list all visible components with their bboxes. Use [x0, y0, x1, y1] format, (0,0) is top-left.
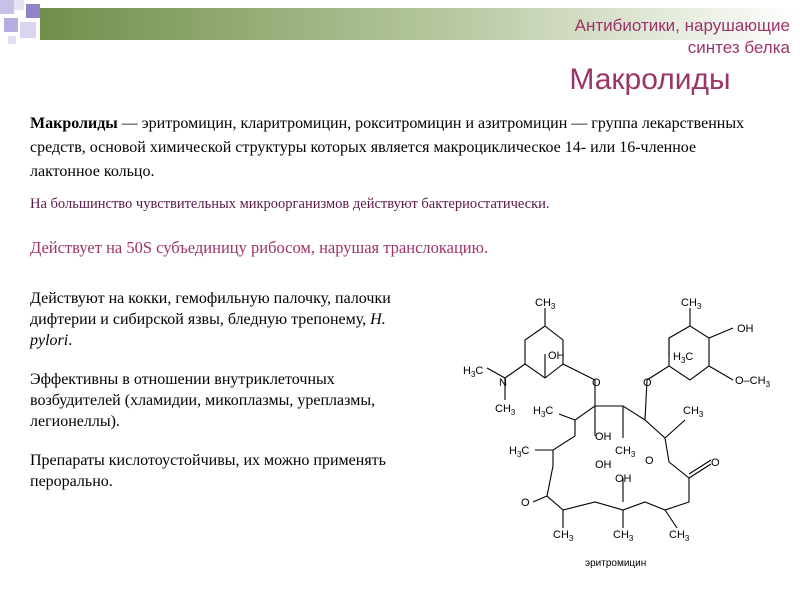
label-oh-left-sugar: OH	[548, 350, 565, 362]
label-o-carbonyl: O	[711, 457, 720, 469]
slide-subtitle	[510, 15, 790, 59]
intro-term: Макролиды	[30, 115, 118, 132]
label-o-ester: O	[645, 455, 654, 467]
label-ch3-bottom-3: $CH_3$	[669, 529, 690, 543]
deco-square-5	[20, 22, 36, 38]
label-o-ketone: O	[521, 497, 530, 509]
deco-square-1	[0, 0, 14, 14]
deco-square-7	[8, 36, 16, 44]
label-ch3-bottom-1: $CH_3$	[553, 529, 574, 543]
spectrum-end: .	[68, 332, 73, 349]
oral-paragraph: Препараты кислотоустойчивы, их можно применять перорально.	[30, 452, 386, 490]
label-h3c-left: $H_3C$	[509, 445, 530, 459]
label-oh-lower-2: OH	[615, 473, 632, 485]
label-h3c-right-sugar: $H_3C$	[673, 351, 694, 365]
label-oh-right: OH	[737, 323, 754, 335]
label-ch3-center: $CH_3$	[615, 445, 636, 459]
spectrum-paragraph	[30, 288, 420, 351]
label-ch3-n: $CH_3$	[495, 403, 516, 417]
slide-title: Макролиды	[569, 63, 731, 96]
label-n: N	[499, 377, 507, 389]
intro-text: — эритромицин, кларитромицин, рокситромицин и азитромицин — группа лекарственных средств, основой химической структуры которых является макроциклическое 14- или 16-членное лактонное кольцо.	[30, 115, 745, 180]
deco-square-2	[14, 0, 24, 10]
spectrum-italic: H. pylori	[30, 311, 386, 349]
label-ch3-top-right: $CH_3$	[681, 297, 702, 311]
intracellular-paragraph: Эффективны в отношении внутриклеточных возбудителей (хламидии, микоплазмы, уреплазмы, легионеллы).	[30, 371, 376, 430]
label-o-left: O	[592, 377, 601, 389]
erythromycin-structure	[455, 288, 800, 553]
subtitle-line-1: Антибиотики, нарушающие	[574, 16, 790, 35]
label-h3c-n: $H_3C$	[463, 365, 484, 379]
mechanism-note: Действует на 50S субъединицу рибосом, нарушая транслокацию.	[30, 238, 489, 257]
structure-labels	[463, 297, 771, 543]
intro-paragraph	[30, 112, 750, 184]
label-och3: $O-CH_3$	[735, 375, 771, 389]
body-column	[30, 288, 420, 510]
subtitle-line-2: синтез белка	[687, 38, 790, 57]
deco-square-4	[4, 18, 18, 32]
spectrum-text: Действуют на кокки, гемофильную палочку, палочки дифтерии и сибирской язвы, бледную трепонему,	[30, 290, 391, 328]
label-oh-lower: OH	[595, 459, 612, 471]
label-h3c-macro: $H_3C$	[533, 405, 554, 419]
label-ch3-bottom-2: $CH_3$	[613, 529, 634, 543]
label-oh-center: OH	[595, 431, 612, 443]
deco-square-3	[26, 4, 40, 18]
label-ch3-macro-right: $CH_3$	[683, 405, 704, 419]
label-ch3-top-left: $CH_3$	[535, 297, 556, 311]
structure-bonds	[487, 308, 733, 528]
structure-caption: эритромицин	[585, 558, 647, 569]
bacteriostatic-note: На большинство чувствительных микроорганизмов действуют бактериостатически.	[30, 196, 550, 212]
label-o-right: O	[643, 377, 652, 389]
